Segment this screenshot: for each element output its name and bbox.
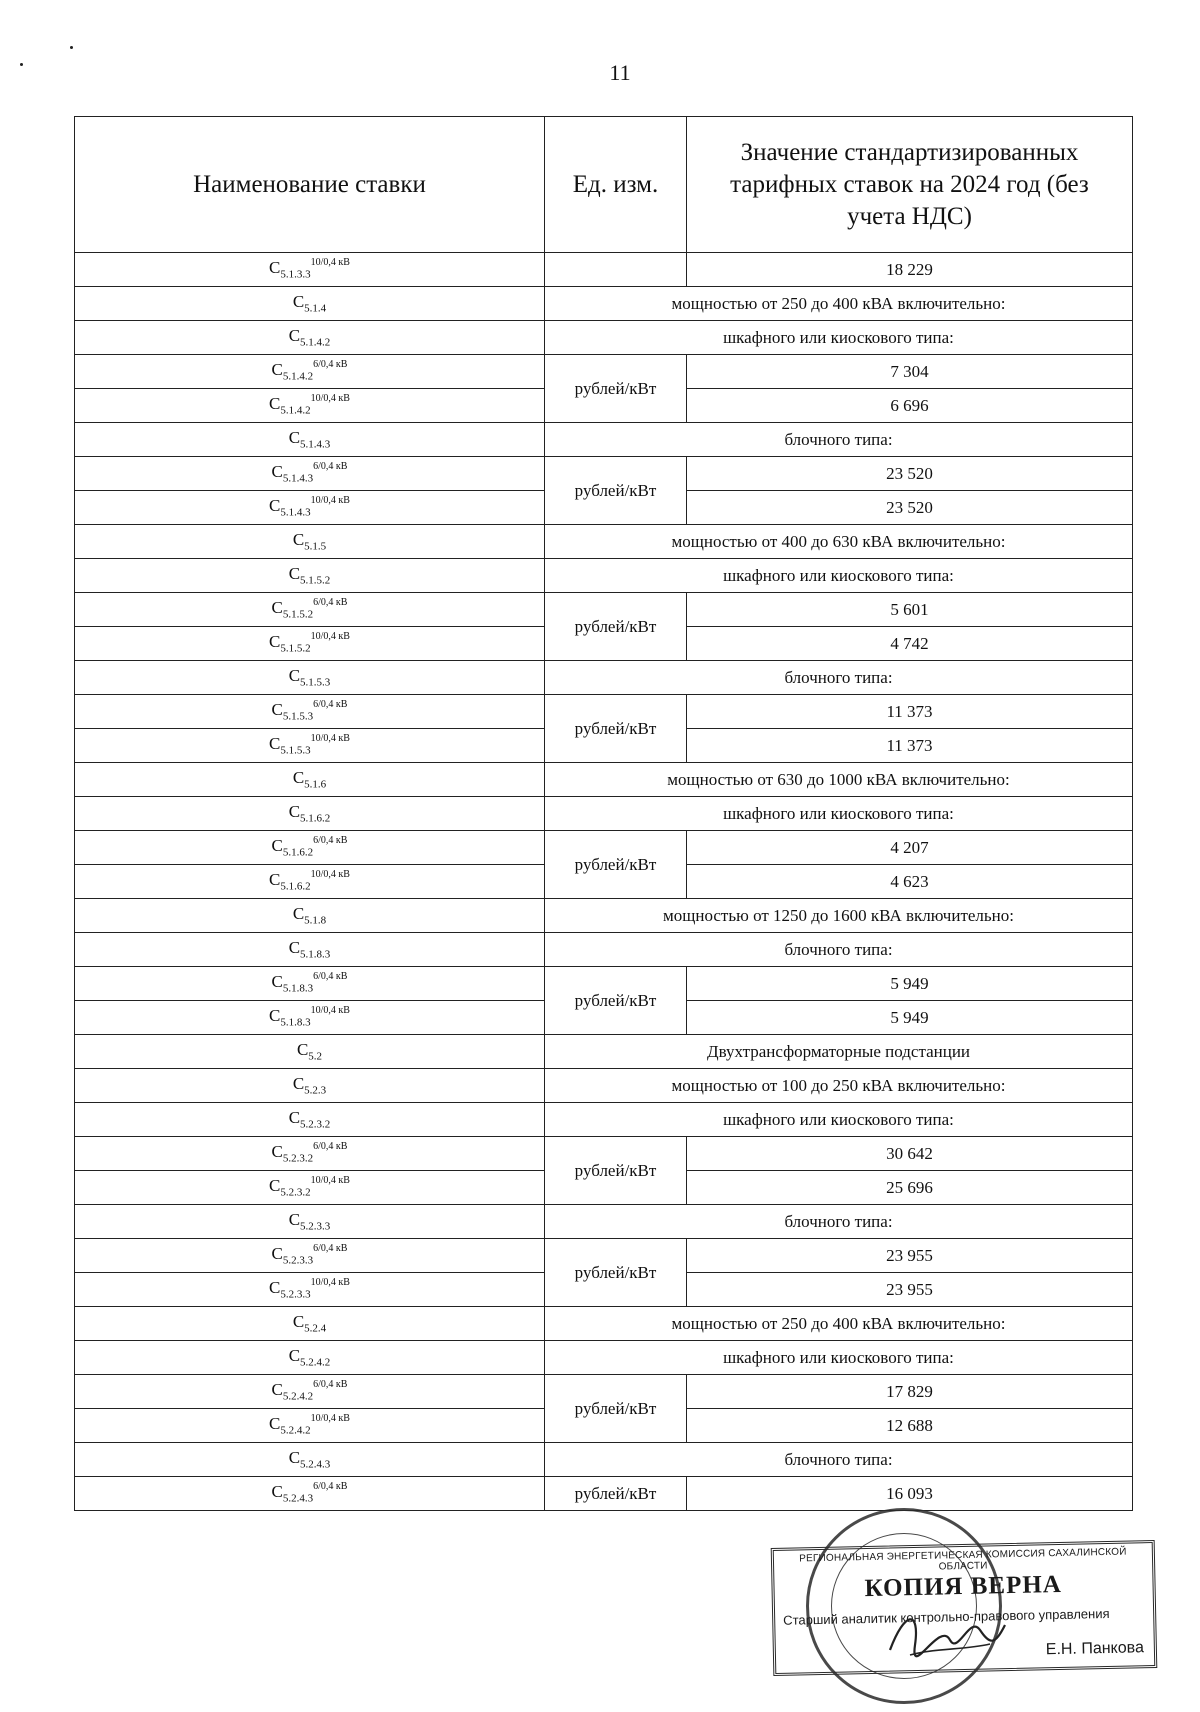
table-header-row bbox=[75, 117, 1133, 253]
rate-value: 4 742 bbox=[687, 627, 1133, 661]
rate-code: $C_{5.2.4.3}$ bbox=[288, 1448, 331, 1471]
rate-code-index: 5.1.5.2 bbox=[300, 574, 331, 587]
rate-code-index: 5.1.8 bbox=[304, 914, 327, 927]
rate-code-index: 5.1.4.3 bbox=[300, 438, 331, 451]
rate-code: $C_{5.2.3.2}^{10/0,4 кВ}$ bbox=[269, 1174, 350, 1199]
unit-cell: рублей/кВт bbox=[545, 355, 687, 423]
rate-code-cell bbox=[75, 1001, 545, 1035]
rate-value: 17 829 bbox=[687, 1375, 1133, 1409]
rate-code-index: 5.2.3.2 bbox=[282, 1152, 314, 1165]
rate-code: $C_{5.1.5.2}^{10/0,4 кВ}$ bbox=[269, 630, 350, 655]
handwritten-signature bbox=[880, 1600, 1010, 1670]
table-row bbox=[75, 1239, 1133, 1273]
rate-code-index: 5.1.4.3 bbox=[280, 506, 311, 519]
table-row bbox=[75, 1137, 1133, 1171]
rate-code-voltage: 10/0,4 кВ bbox=[310, 1004, 350, 1016]
section-title: мощностью от 250 до 400 кВА включительно: bbox=[545, 287, 1133, 321]
table-row bbox=[75, 1477, 1133, 1511]
section-row bbox=[75, 423, 1133, 457]
rate-code-voltage: 10/0,4 кВ bbox=[310, 630, 350, 642]
rate-code: $C_{5.1.6}$ bbox=[292, 768, 327, 791]
rate-code: $C_{5.2.3.2}$ bbox=[288, 1108, 331, 1131]
header-unit: Ед. изм. bbox=[545, 117, 687, 253]
rate-value: 6 696 bbox=[687, 389, 1133, 423]
rate-code-index: 5.2.3 bbox=[304, 1084, 327, 1097]
rate-code: $C_{5.1.4.2}$ bbox=[288, 326, 331, 349]
rate-code-cell bbox=[75, 933, 545, 967]
rate-code-cell bbox=[75, 1409, 545, 1443]
section-title: шкафного или киоскового типа: bbox=[545, 559, 1133, 593]
rate-code-index: 5.1.8.3 bbox=[280, 1016, 311, 1029]
rate-code-cell bbox=[75, 355, 545, 389]
rate-code: $C_{5.2}$ bbox=[296, 1040, 323, 1063]
rate-value: 12 688 bbox=[687, 1409, 1133, 1443]
section-title: мощностью от 1250 до 1600 кВА включительно: bbox=[545, 899, 1133, 933]
rate-code: $C_{5.1.8.3}^{6/0,4 кВ}$ bbox=[271, 970, 348, 995]
section-title: мощностью от 400 до 630 кВА включительно: bbox=[545, 525, 1133, 559]
rate-code-cell bbox=[75, 695, 545, 729]
rate-code-cell bbox=[75, 1477, 545, 1511]
rate-code-cell bbox=[75, 559, 545, 593]
section-title: Двухтрансформаторные подстанции bbox=[545, 1035, 1133, 1069]
rate-code-cell bbox=[75, 1103, 545, 1137]
rate-code: $C_{5.2.4}$ bbox=[292, 1312, 327, 1335]
table-row bbox=[75, 967, 1133, 1001]
rate-code: $C_{5.1.6.2}^{6/0,4 кВ}$ bbox=[271, 834, 348, 859]
unit-cell: рублей/кВт bbox=[545, 967, 687, 1035]
section-title: блочного типа: bbox=[545, 933, 1133, 967]
rate-code-index: 5.1.3.3 bbox=[280, 268, 311, 281]
rate-value: 23 955 bbox=[687, 1273, 1133, 1307]
table-row bbox=[75, 253, 1133, 287]
section-title: шкафного или киоскового типа: bbox=[545, 1341, 1133, 1375]
rate-code-index: 5.2.3.3 bbox=[300, 1220, 331, 1233]
table-row bbox=[75, 831, 1133, 865]
rate-code-cell bbox=[75, 1239, 545, 1273]
rate-code: $C_{5.1.5}$ bbox=[292, 530, 327, 553]
rate-code: $C_{5.1.5.2}^{6/0,4 кВ}$ bbox=[271, 596, 348, 621]
rate-code-cell bbox=[75, 899, 545, 933]
unit-cell: рублей/кВт bbox=[545, 1137, 687, 1205]
rate-code-voltage: 10/0,4 кВ bbox=[310, 392, 350, 404]
rate-code-cell bbox=[75, 1137, 545, 1171]
section-title: блочного типа: bbox=[545, 1205, 1133, 1239]
section-row bbox=[75, 1103, 1133, 1137]
rate-code-voltage: 6/0,4 кВ bbox=[313, 1140, 348, 1152]
table-body bbox=[75, 253, 1133, 1511]
rate-code: $C_{5.1.3.3}^{10/0,4 кВ}$ bbox=[269, 256, 350, 281]
rate-value: 11 373 bbox=[687, 729, 1133, 763]
section-row bbox=[75, 661, 1133, 695]
section-row bbox=[75, 1443, 1133, 1477]
rate-code-voltage: 6/0,4 кВ bbox=[313, 1480, 348, 1492]
rate-code-index: 5.2.3.3 bbox=[282, 1254, 314, 1267]
rate-code-voltage: 10/0,4 кВ bbox=[310, 732, 350, 744]
rate-code-cell bbox=[75, 967, 545, 1001]
rate-code-voltage: 6/0,4 кВ bbox=[313, 460, 348, 472]
rate-code-cell bbox=[75, 831, 545, 865]
section-title: блочного типа: bbox=[545, 1443, 1133, 1477]
unit-cell: рублей/кВт bbox=[545, 1477, 687, 1511]
rate-code-cell bbox=[75, 1443, 545, 1477]
section-row bbox=[75, 1035, 1133, 1069]
section-title: блочного типа: bbox=[545, 661, 1133, 695]
section-title: шкафного или киоскового типа: bbox=[545, 1103, 1133, 1137]
stamp-signer-name: Е.Н. Панкова bbox=[1045, 1639, 1145, 1659]
section-title: мощностью от 630 до 1000 кВА включительно: bbox=[545, 763, 1133, 797]
rate-code-index: 5.1.6 bbox=[304, 778, 327, 791]
table-row bbox=[75, 1375, 1133, 1409]
rate-code-cell bbox=[75, 1307, 545, 1341]
page-number: 11 bbox=[609, 60, 631, 85]
rate-code: $C_{5.1.4.3}$ bbox=[288, 428, 331, 451]
section-title: мощностью от 250 до 400 кВА включительно: bbox=[545, 1307, 1133, 1341]
section-row bbox=[75, 1069, 1133, 1103]
rate-value: 5 949 bbox=[687, 967, 1133, 1001]
rate-code-index: 5.2.3.2 bbox=[300, 1118, 331, 1131]
rate-code-index: 5.1.4.2 bbox=[300, 336, 331, 349]
rate-code: $C_{5.2.3.3}^{10/0,4 кВ}$ bbox=[269, 1276, 350, 1301]
unit-cell: рублей/кВт bbox=[545, 1375, 687, 1443]
rate-code: $C_{5.1.5.3}^{10/0,4 кВ}$ bbox=[269, 732, 350, 757]
rate-code: $C_{5.1.8.3}$ bbox=[288, 938, 331, 961]
rate-code-voltage: 6/0,4 кВ bbox=[313, 834, 348, 846]
rate-code-cell bbox=[75, 525, 545, 559]
unit-cell: рублей/кВт bbox=[545, 593, 687, 661]
rate-code-index: 5.2.4.3 bbox=[282, 1492, 314, 1505]
stamp-title: КОПИЯ ВЕРНА bbox=[864, 1570, 1063, 1603]
rate-code: $C_{5.1.5.2}$ bbox=[288, 564, 331, 587]
rate-code-cell bbox=[75, 389, 545, 423]
unit-cell bbox=[545, 253, 687, 287]
rate-code-index: 5.2.4.2 bbox=[282, 1390, 314, 1403]
rate-code: $C_{5.1.5.3}$ bbox=[288, 666, 331, 689]
section-row bbox=[75, 1307, 1133, 1341]
rate-value: 23 520 bbox=[687, 491, 1133, 525]
rate-code-cell bbox=[75, 1341, 545, 1375]
rate-code-voltage: 10/0,4 кВ bbox=[310, 256, 350, 268]
rate-code: $C_{5.1.8.3}^{10/0,4 кВ}$ bbox=[269, 1004, 350, 1029]
rate-code-cell bbox=[75, 729, 545, 763]
table-row bbox=[75, 695, 1133, 729]
rate-code-index: 5.1.5.3 bbox=[282, 710, 314, 723]
rate-code-voltage: 6/0,4 кВ bbox=[313, 970, 348, 982]
scan-speck bbox=[70, 46, 73, 49]
unit-cell: рублей/кВт bbox=[545, 695, 687, 763]
rate-code: $C_{5.2.3.2}^{6/0,4 кВ}$ bbox=[271, 1140, 348, 1165]
stamp-position: Старший аналитик контрольно-правового управления bbox=[783, 1605, 1110, 1628]
rate-value: 4 207 bbox=[687, 831, 1133, 865]
rate-code-index: 5.1.6.2 bbox=[280, 880, 311, 893]
header-value: Значение стандартизированных тарифных ставок на 2024 год (без учета НДС) bbox=[687, 117, 1133, 253]
rate-code: $C_{5.2.4.2}$ bbox=[288, 1346, 331, 1369]
rate-code-voltage: 10/0,4 кВ bbox=[310, 494, 350, 506]
rate-value: 25 696 bbox=[687, 1171, 1133, 1205]
rate-code-voltage: 10/0,4 кВ bbox=[310, 1174, 350, 1186]
rate-code-voltage: 6/0,4 кВ bbox=[313, 358, 348, 370]
section-row bbox=[75, 559, 1133, 593]
rate-code-cell bbox=[75, 457, 545, 491]
rate-value: 4 623 bbox=[687, 865, 1133, 899]
rate-code-index: 5.2 bbox=[308, 1050, 323, 1063]
section-title: мощностью от 100 до 250 кВА включительно: bbox=[545, 1069, 1133, 1103]
rate-code: $C_{5.1.4.2}^{10/0,4 кВ}$ bbox=[269, 392, 350, 417]
section-row bbox=[75, 1341, 1133, 1375]
rate-code-cell bbox=[75, 1171, 545, 1205]
rate-code-index: 5.2.3.3 bbox=[280, 1288, 311, 1301]
rate-value: 23 520 bbox=[687, 457, 1133, 491]
rate-code-cell bbox=[75, 763, 545, 797]
section-title: шкафного или киоскового типа: bbox=[545, 321, 1133, 355]
rate-code-index: 5.1.4 bbox=[304, 302, 327, 315]
unit-cell: рублей/кВт bbox=[545, 1239, 687, 1307]
section-row bbox=[75, 321, 1133, 355]
unit-cell: рублей/кВт bbox=[545, 831, 687, 899]
stamp-organization: РЕГИОНАЛЬНАЯ ЭНЕРГЕТИЧЕСКАЯ КОМИССИЯ САХАЛИНСКОЙ ОБЛАСТИ bbox=[799, 1546, 1127, 1573]
rate-code-cell bbox=[75, 423, 545, 457]
rate-value: 30 642 bbox=[687, 1137, 1133, 1171]
table-row bbox=[75, 593, 1133, 627]
rate-code-cell bbox=[75, 491, 545, 525]
rate-code-voltage: 6/0,4 кВ bbox=[313, 596, 348, 608]
rate-code: $C_{5.2.4.3}^{6/0,4 кВ}$ bbox=[271, 1480, 348, 1505]
rate-value: 7 304 bbox=[687, 355, 1133, 389]
rate-code: $C_{5.1.4.3}^{6/0,4 кВ}$ bbox=[271, 460, 348, 485]
rate-code-cell bbox=[75, 627, 545, 661]
rate-code-voltage: 6/0,4 кВ bbox=[313, 698, 348, 710]
header-rate-name: Наименование ставки bbox=[75, 117, 545, 253]
rate-code: $C_{5.1.8}$ bbox=[292, 904, 327, 927]
rate-code-index: 5.1.4.3 bbox=[282, 472, 314, 485]
rate-code-cell bbox=[75, 593, 545, 627]
rate-code-cell bbox=[75, 1205, 545, 1239]
rate-value: 18 229 bbox=[687, 253, 1133, 287]
rate-value: 23 955 bbox=[687, 1239, 1133, 1273]
rate-code-cell bbox=[75, 253, 545, 287]
rate-code-index: 5.1.4.2 bbox=[282, 370, 314, 383]
table-row bbox=[75, 457, 1133, 491]
section-title: блочного типа: bbox=[545, 423, 1133, 457]
rate-code: $C_{5.1.5.3}^{6/0,4 кВ}$ bbox=[271, 698, 348, 723]
rate-code-voltage: 10/0,4 кВ bbox=[310, 868, 350, 880]
rate-code-voltage: 6/0,4 кВ bbox=[313, 1242, 348, 1254]
rate-code-index: 5.1.5 bbox=[304, 540, 327, 553]
rate-code-index: 5.1.6.2 bbox=[282, 846, 314, 859]
tariff-rates-table bbox=[74, 116, 1133, 1511]
rate-code-index: 5.1.8.3 bbox=[282, 982, 314, 995]
rate-code: $C_{5.1.4}$ bbox=[292, 292, 327, 315]
rate-code: $C_{5.2.3}$ bbox=[292, 1074, 327, 1097]
section-title: шкафного или киоскового типа: bbox=[545, 797, 1133, 831]
rate-code-index: 5.1.5.2 bbox=[280, 642, 311, 655]
rate-code: $C_{5.1.6.2}^{10/0,4 кВ}$ bbox=[269, 868, 350, 893]
rate-code-cell bbox=[75, 797, 545, 831]
rate-code: $C_{5.1.4.2}^{6/0,4 кВ}$ bbox=[271, 358, 348, 383]
rate-value: 5 949 bbox=[687, 1001, 1133, 1035]
rate-code: $C_{5.2.3.3}^{6/0,4 кВ}$ bbox=[271, 1242, 348, 1267]
section-row bbox=[75, 763, 1133, 797]
rate-value: 5 601 bbox=[687, 593, 1133, 627]
rate-code-cell bbox=[75, 1273, 545, 1307]
rate-code-index: 5.1.5.2 bbox=[282, 608, 314, 621]
rate-code: $C_{5.2.3.3}$ bbox=[288, 1210, 331, 1233]
rate-code-index: 5.1.8.3 bbox=[300, 948, 331, 961]
rate-code-cell bbox=[75, 865, 545, 899]
rate-code: $C_{5.2.4.2}^{6/0,4 кВ}$ bbox=[271, 1378, 348, 1403]
section-row bbox=[75, 933, 1133, 967]
rate-value: 16 093 bbox=[687, 1477, 1133, 1511]
rate-code-voltage: 10/0,4 кВ bbox=[310, 1276, 350, 1288]
section-row bbox=[75, 1205, 1133, 1239]
section-row bbox=[75, 797, 1133, 831]
rate-code-voltage: 10/0,4 кВ bbox=[310, 1412, 350, 1424]
rate-code-index: 5.1.6.2 bbox=[300, 812, 331, 825]
rate-code-index: 5.2.4.2 bbox=[280, 1424, 311, 1437]
rate-code-cell bbox=[75, 321, 545, 355]
rate-code-cell bbox=[75, 1035, 545, 1069]
rate-code-index: 5.1.4.2 bbox=[280, 404, 311, 417]
section-row bbox=[75, 525, 1133, 559]
table-row bbox=[75, 355, 1133, 389]
rate-code-index: 5.1.5.3 bbox=[280, 744, 311, 757]
rate-code-index: 5.2.4 bbox=[304, 1322, 327, 1335]
rate-code-index: 5.2.4.3 bbox=[300, 1458, 331, 1471]
rate-code: $C_{5.1.6.2}$ bbox=[288, 802, 331, 825]
rate-code-cell bbox=[75, 287, 545, 321]
rate-value: 11 373 bbox=[687, 695, 1133, 729]
rate-code-voltage: 6/0,4 кВ bbox=[313, 1378, 348, 1390]
rate-code-cell bbox=[75, 661, 545, 695]
rate-code: $C_{5.1.4.3}^{10/0,4 кВ}$ bbox=[269, 494, 350, 519]
rate-code: $C_{5.2.4.2}^{10/0,4 кВ}$ bbox=[269, 1412, 350, 1437]
rate-code-cell bbox=[75, 1375, 545, 1409]
rate-code-cell bbox=[75, 1069, 545, 1103]
rate-code-index: 5.2.4.2 bbox=[300, 1356, 331, 1369]
unit-cell: рублей/кВт bbox=[545, 457, 687, 525]
rate-code-index: 5.2.3.2 bbox=[280, 1186, 311, 1199]
rate-code-index: 5.1.5.3 bbox=[300, 676, 331, 689]
section-row bbox=[75, 287, 1133, 321]
section-row bbox=[75, 899, 1133, 933]
